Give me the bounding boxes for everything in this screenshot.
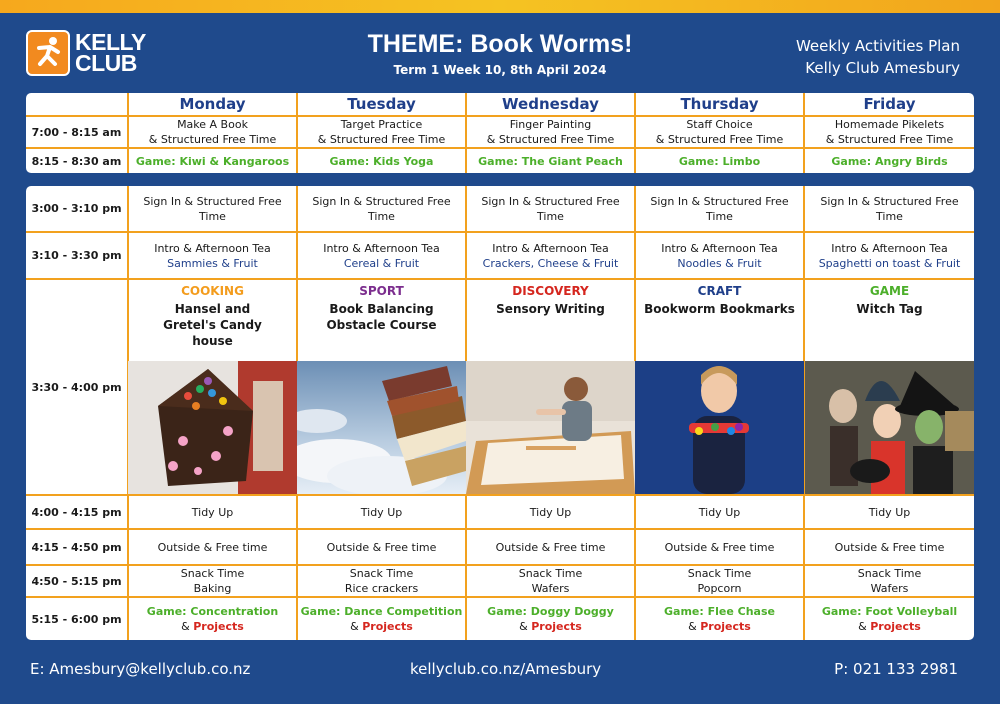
late-game: Game: Doggy Doggy xyxy=(487,605,614,618)
outside-monday: Outside & Free time xyxy=(129,530,298,566)
snack-friday xyxy=(805,566,974,598)
activity-category: COOKING xyxy=(181,284,244,298)
late-game: Game: Foot Volleyball xyxy=(821,605,958,618)
tidy-monday: Tidy Up xyxy=(129,496,298,530)
tea-tuesday xyxy=(298,233,467,280)
morning-game-monday: Game: Kiwi & Kangaroos xyxy=(129,149,298,173)
activity-subtitle: & Structured Free Time xyxy=(655,133,784,146)
snack-food: Baking xyxy=(193,582,232,595)
tea-thursday xyxy=(636,233,805,280)
day-header-thursday: Thursday xyxy=(636,93,805,117)
late-thursday xyxy=(636,598,805,640)
activity-subtitle: & Structured Free Time xyxy=(148,133,277,146)
running-figure-icon xyxy=(26,30,70,76)
tidy-wednesday: Tidy Up xyxy=(467,496,636,530)
time-slot-0700: 7:00 - 8:15 am xyxy=(26,117,129,149)
time-slot-1600: 4:00 - 4:15 pm xyxy=(26,496,129,530)
tidy-thursday: Tidy Up xyxy=(636,496,805,530)
footer-phone: P: 021 133 2981 xyxy=(834,660,958,678)
activity-title: Staff Choice xyxy=(686,118,753,131)
snack-label: Snack Time xyxy=(857,567,922,580)
activity-name: Sensory Writing xyxy=(496,302,605,316)
activity-title: Homemade Pikelets xyxy=(834,118,945,131)
snack-label: Snack Time xyxy=(349,567,414,580)
activity-title: Finger Painting xyxy=(509,118,592,131)
projects-prefix: & xyxy=(519,620,532,633)
signin-tuesday: Sign In & Structured Free Time xyxy=(298,186,467,233)
projects-label: Projects xyxy=(193,620,244,633)
time-slot-1530: 3:30 - 4:00 pm xyxy=(26,280,129,496)
activity-tuesday xyxy=(298,280,467,496)
morning-activity-tuesday xyxy=(298,117,467,149)
activity-subtitle: & Structured Free Time xyxy=(317,133,446,146)
footer xyxy=(0,660,1000,684)
late-tuesday xyxy=(298,598,467,640)
page-title: THEME: Book Worms! xyxy=(367,30,633,58)
sand-tray-photo xyxy=(466,361,635,494)
outside-wednesday: Outside & Free time xyxy=(467,530,636,566)
morning-activity-monday xyxy=(129,117,298,149)
time-slot-1500: 3:00 - 3:10 pm xyxy=(26,186,129,233)
time-slot-1615: 4:15 - 4:50 pm xyxy=(26,530,129,566)
snack-wednesday xyxy=(467,566,636,598)
snack-label: Snack Time xyxy=(180,567,245,580)
day-header-tuesday: Tuesday xyxy=(298,93,467,117)
activity-thursday xyxy=(636,280,805,496)
projects-label: Projects xyxy=(870,620,921,633)
tea-label: Intro & Afternoon Tea xyxy=(661,241,778,255)
projects-prefix: & xyxy=(688,620,701,633)
day-header-wednesday: Wednesday xyxy=(467,93,636,117)
snack-food: Rice crackers xyxy=(344,582,419,595)
books-sky-photo xyxy=(297,361,466,494)
projects-label: Projects xyxy=(362,620,413,633)
activity-name: Witch Tag xyxy=(856,302,923,316)
tea-label: Intro & Afternoon Tea xyxy=(831,241,948,255)
morning-activity-thursday xyxy=(636,117,805,149)
activity-monday xyxy=(129,280,298,496)
morning-game-thursday: Game: Limbo xyxy=(636,149,805,173)
time-slot-0815: 8:15 - 8:30 am xyxy=(26,149,129,173)
tea-label: Intro & Afternoon Tea xyxy=(154,241,271,255)
morning-game-friday: Game: Angry Birds xyxy=(831,154,948,168)
plan-info xyxy=(796,35,960,79)
morning-activity-friday xyxy=(805,117,974,149)
snack-label: Snack Time xyxy=(518,567,583,580)
projects-prefix: & xyxy=(350,620,363,633)
signin-monday: Sign In & Structured Free Time xyxy=(129,186,298,233)
tea-food: Noodles & Fruit xyxy=(677,256,762,270)
late-wednesday xyxy=(467,598,636,640)
footer-email[interactable]: E: Amesbury@kellyclub.co.nz xyxy=(30,660,251,678)
snack-thursday xyxy=(636,566,805,598)
header-corner xyxy=(26,93,129,117)
signin-thursday: Sign In & Structured Free Time xyxy=(636,186,805,233)
club-location: Kelly Club Amesbury xyxy=(805,59,960,77)
late-monday xyxy=(129,598,298,640)
signin-wednesday: Sign In & Structured Free Time xyxy=(467,186,636,233)
snack-food: Popcorn xyxy=(697,582,742,595)
outside-tuesday: Outside & Free time xyxy=(298,530,467,566)
late-game: Game: Concentration xyxy=(146,605,279,618)
tea-label: Intro & Afternoon Tea xyxy=(492,241,609,255)
projects-prefix: & xyxy=(181,620,194,633)
projects-label: Projects xyxy=(531,620,582,633)
logo-word-kelly: KELLY xyxy=(75,29,146,55)
outside-thursday: Outside & Free time xyxy=(636,530,805,566)
activity-title: Make A Book xyxy=(177,118,248,131)
afternoon-schedule-table xyxy=(26,186,974,640)
snack-tuesday xyxy=(298,566,467,598)
day-header-friday: Friday xyxy=(805,93,974,117)
page-subtitle: Term 1 Week 10, 8th April 2024 xyxy=(393,63,607,77)
activity-name: Hansel and Gretel's Candy house xyxy=(163,302,262,348)
tea-food: Crackers, Cheese & Fruit xyxy=(482,256,619,270)
time-slot-1510: 3:10 - 3:30 pm xyxy=(26,233,129,280)
footer-website[interactable]: kellyclub.co.nz/Amesbury xyxy=(410,660,602,678)
title-block xyxy=(300,30,700,77)
late-game: Game: Dance Competition xyxy=(300,605,463,618)
activity-category: SPORT xyxy=(359,284,404,298)
witches-photo xyxy=(805,361,974,494)
tidy-tuesday: Tidy Up xyxy=(298,496,467,530)
top-accent-bar xyxy=(0,0,1000,13)
activity-subtitle: & Structured Free Time xyxy=(825,133,954,146)
late-game: Game: Flee Chase xyxy=(664,605,775,618)
tea-friday xyxy=(805,233,974,280)
snack-food: Wafers xyxy=(870,582,909,595)
bookmark-child-photo xyxy=(635,361,804,494)
activity-subtitle: & Structured Free Time xyxy=(486,133,615,146)
tea-wednesday xyxy=(467,233,636,280)
logo-word-club: CLUB xyxy=(75,50,137,76)
tea-label: Intro & Afternoon Tea xyxy=(323,241,440,255)
outside-friday: Outside & Free time xyxy=(805,530,974,566)
morning-game-wednesday: Game: The Giant Peach xyxy=(467,149,636,173)
snack-monday xyxy=(129,566,298,598)
tea-food: Sammies & Fruit xyxy=(167,256,258,270)
signin-friday: Sign In & Structured Free Time xyxy=(805,186,974,233)
activity-friday xyxy=(805,280,974,496)
activity-wednesday xyxy=(467,280,636,496)
projects-label: Projects xyxy=(700,620,751,633)
activity-name: Bookworm Bookmarks xyxy=(644,302,795,316)
tea-food: Spaghetti on toast & Fruit xyxy=(818,256,961,270)
morning-game-tuesday: Game: Kids Yoga xyxy=(298,149,467,173)
time-slot-1650: 4:50 - 5:15 pm xyxy=(26,566,129,598)
plan-label: Weekly Activities Plan xyxy=(795,37,960,55)
late-friday xyxy=(805,598,974,640)
tidy-friday: Tidy Up xyxy=(805,496,974,530)
day-header-monday: Monday xyxy=(129,93,298,117)
activity-category: CRAFT xyxy=(697,284,742,298)
snack-food: Wafers xyxy=(531,582,570,595)
candy-house-photo xyxy=(128,361,297,494)
activity-title: Target Practice xyxy=(340,118,423,131)
kelly-club-logo xyxy=(26,28,156,78)
activity-category: GAME xyxy=(869,284,910,298)
projects-prefix: & xyxy=(858,620,871,633)
tea-monday xyxy=(129,233,298,280)
activity-name: Book Balancing Obstacle Course xyxy=(326,302,437,332)
time-slot-1715: 5:15 - 6:00 pm xyxy=(26,598,129,640)
morning-activity-wednesday xyxy=(467,117,636,149)
snack-label: Snack Time xyxy=(687,567,752,580)
morning-schedule-table xyxy=(26,93,974,173)
activity-category: DISCOVERY xyxy=(512,284,589,298)
tea-food: Cereal & Fruit xyxy=(343,256,420,270)
